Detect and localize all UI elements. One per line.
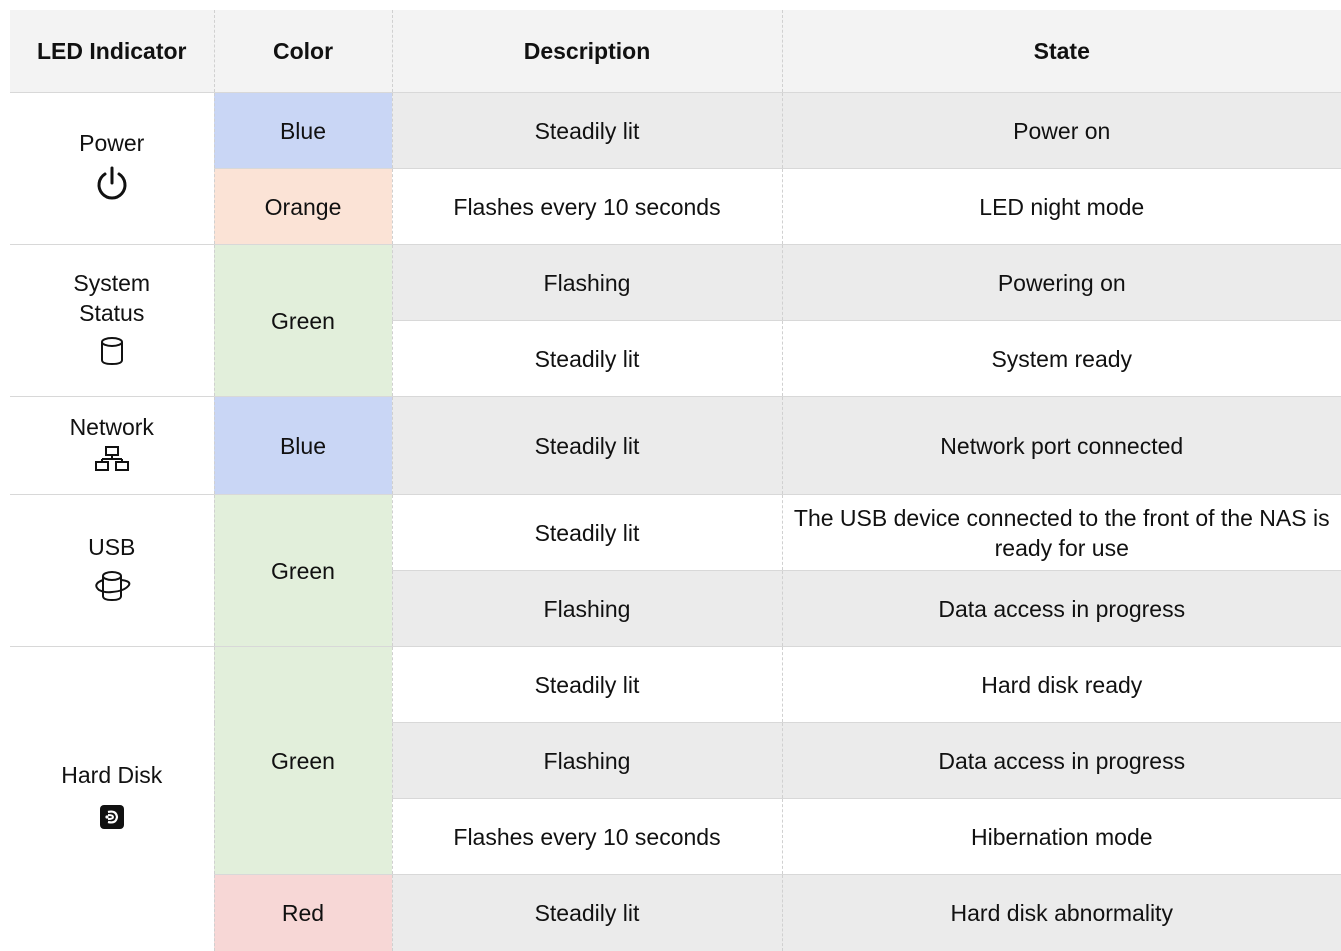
led-table-container <box>10 10 1341 948</box>
led-indicator-table <box>10 10 1341 951</box>
database-icon <box>99 336 125 373</box>
color-cell: Red <box>214 875 392 951</box>
indicator-usb <box>10 495 214 647</box>
description-cell: Flashes every 10 seconds <box>392 799 782 875</box>
color-cell: Green <box>214 495 392 647</box>
color-cell: Blue <box>214 93 392 169</box>
indicator-network <box>10 397 214 495</box>
network-icon <box>95 446 129 479</box>
state-cell: Hard disk abnormality <box>782 875 1341 951</box>
state-cell: Hard disk ready <box>782 647 1341 723</box>
header-description: Description <box>392 10 782 93</box>
table-row <box>10 397 1341 495</box>
state-cell: The USB device connected to the front of the NAS is ready for use <box>782 495 1341 571</box>
description-cell: Steadily lit <box>392 495 782 571</box>
indicator-system-status <box>10 245 214 397</box>
indicator-power <box>10 93 214 245</box>
color-cell: Orange <box>214 169 392 245</box>
header-color: Color <box>214 10 392 93</box>
table-row <box>10 93 1341 169</box>
description-cell: Steadily lit <box>392 875 782 951</box>
table-row <box>10 495 1341 571</box>
description-cell: Steadily lit <box>392 647 782 723</box>
color-cell: Blue <box>214 397 392 495</box>
state-cell: System ready <box>782 321 1341 397</box>
description-cell: Steadily lit <box>392 93 782 169</box>
state-cell: Data access in progress <box>782 723 1341 799</box>
indicator-label: USB <box>88 534 136 560</box>
hard-disk-icon <box>99 804 125 837</box>
color-cell: Green <box>214 647 392 875</box>
color-cell: Green <box>214 245 392 397</box>
table-row <box>10 647 1341 723</box>
description-cell: Flashes every 10 seconds <box>392 169 782 245</box>
state-cell: Powering on <box>782 245 1341 321</box>
description-cell: Flashing <box>392 245 782 321</box>
state-cell: Data access in progress <box>782 571 1341 647</box>
state-cell: LED night mode <box>782 169 1341 245</box>
state-cell: Power on <box>782 93 1341 169</box>
indicator-label: Power <box>79 130 145 156</box>
header-led-indicator: LED Indicator <box>10 10 214 93</box>
indicator-label: Network <box>69 414 154 440</box>
indicator-label: Hard Disk <box>61 762 163 789</box>
description-cell: Flashing <box>392 571 782 647</box>
table-row <box>10 245 1341 321</box>
table-header-row <box>10 10 1341 93</box>
indicator-label: System Status <box>73 270 151 326</box>
description-cell: Flashing <box>392 723 782 799</box>
description-cell: Steadily lit <box>392 321 782 397</box>
power-icon <box>94 166 130 209</box>
state-cell: Network port connected <box>782 397 1341 495</box>
description-cell: Steadily lit <box>392 397 782 495</box>
indicator-hard-disk <box>10 647 214 951</box>
header-state: State <box>782 10 1341 93</box>
usb-icon <box>89 570 135 609</box>
state-cell: Hibernation mode <box>782 799 1341 875</box>
